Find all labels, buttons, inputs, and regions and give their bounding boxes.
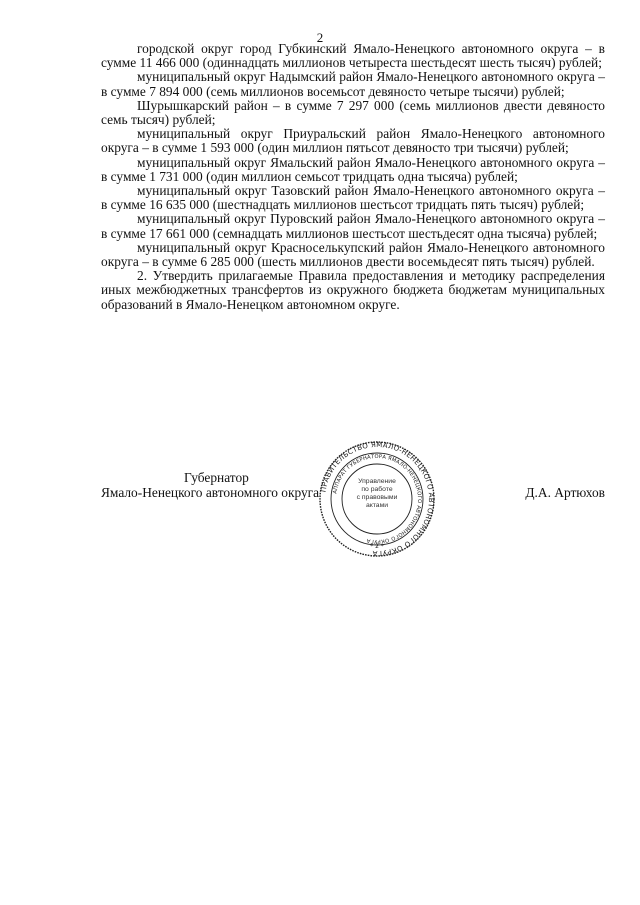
paragraph-krasnoselkupsky: муниципальный округ Красноселькупский район Ямало-Ненецкого автономного округа – в сумме 6 285 000 (шесть миллионов двести восемьдесят пять тысяч) рублей. (101, 239, 605, 270)
paragraph-item-2: 2. Утвердить прилагаемые Правила предоставления и методику распределения иных межбюджетных трансфертов из окружного бюджета бюджетам муниципальных образований в Ямало-Ненецком автономном округе. (101, 268, 605, 312)
seal-number: * 2 * (370, 543, 384, 550)
document-body (101, 42, 605, 312)
seal-center-text (342, 478, 412, 510)
seal-center-line: по работе (361, 486, 393, 493)
official-seal (318, 440, 436, 558)
paragraph-yamalsky: муниципальный округ Ямальский район Ямало-Ненецкого автономного округа – в сумме 1 731 000 (один миллион семьсот тридцать одна тысяча) рублей; (101, 154, 605, 184)
paragraph-gubkinsky: городской округ город Губкинский Ямало-Ненецкого автономного округа – в сумме 11 466 000 (одиннадцать миллионов четыреста шестьдесят шесть тысяч) рублей; (101, 41, 605, 71)
seal-center-line: актами (365, 502, 389, 509)
paragraph-shuryshkarsky: Шурышкарский район – в сумме 7 297 000 (семь миллионов двести девяносто семь тысяч) рублей; (101, 97, 605, 128)
paragraph-nadymsky: муниципальный округ Надымский район Ямало-Ненецкого автономного округа – в сумме 7 894 000 (семь миллионов восемьсот девяносто четыре тысячи) рублей; (101, 69, 605, 99)
seal-center-line: с правовыми (356, 494, 398, 501)
paragraph-tazovsky: муниципальный округ Тазовский район Ямало-Ненецкого автономного округа – в сумме 16 635 000 (шестнадцать миллионов шестьсот тридцать пять тысяч) рублей; (101, 183, 605, 213)
seal-outer-text: ПРАВИТЕЛЬСТВО ЯМАЛО-НЕНЕЦКОГО АВТОНОМНОГО ОКРУГА (319, 440, 436, 558)
signatory-name: Д.А. Артюхов (525, 485, 605, 500)
seal-inner-text: АППАРАТ ГУБЕРНАТОРА ЯМАЛО-НЕНЕЦКОГО АВТОНОМНОГО ОКРУГА (332, 453, 423, 545)
seal-center-line: Управление (358, 478, 396, 485)
signatory-title: Губернатор (184, 470, 249, 485)
page-number: 2 (316, 30, 324, 45)
signatory-organization: Ямало-Ненецкого автономного округа (101, 485, 320, 500)
paragraph-priuralsky: муниципальный округ Приуральский район Ямало-Ненецкого автономного округа – в сумме 1 593 000 (один миллион пятьсот девяносто три тысячи) рублей; (101, 126, 605, 156)
paragraph-purovsky: муниципальный округ Пуровский район Ямало-Ненецкого автономного округа – в сумме 17 661 000 (семнадцать миллионов шестьсот шестьдесят одна тысяча) рублей; (101, 211, 605, 241)
